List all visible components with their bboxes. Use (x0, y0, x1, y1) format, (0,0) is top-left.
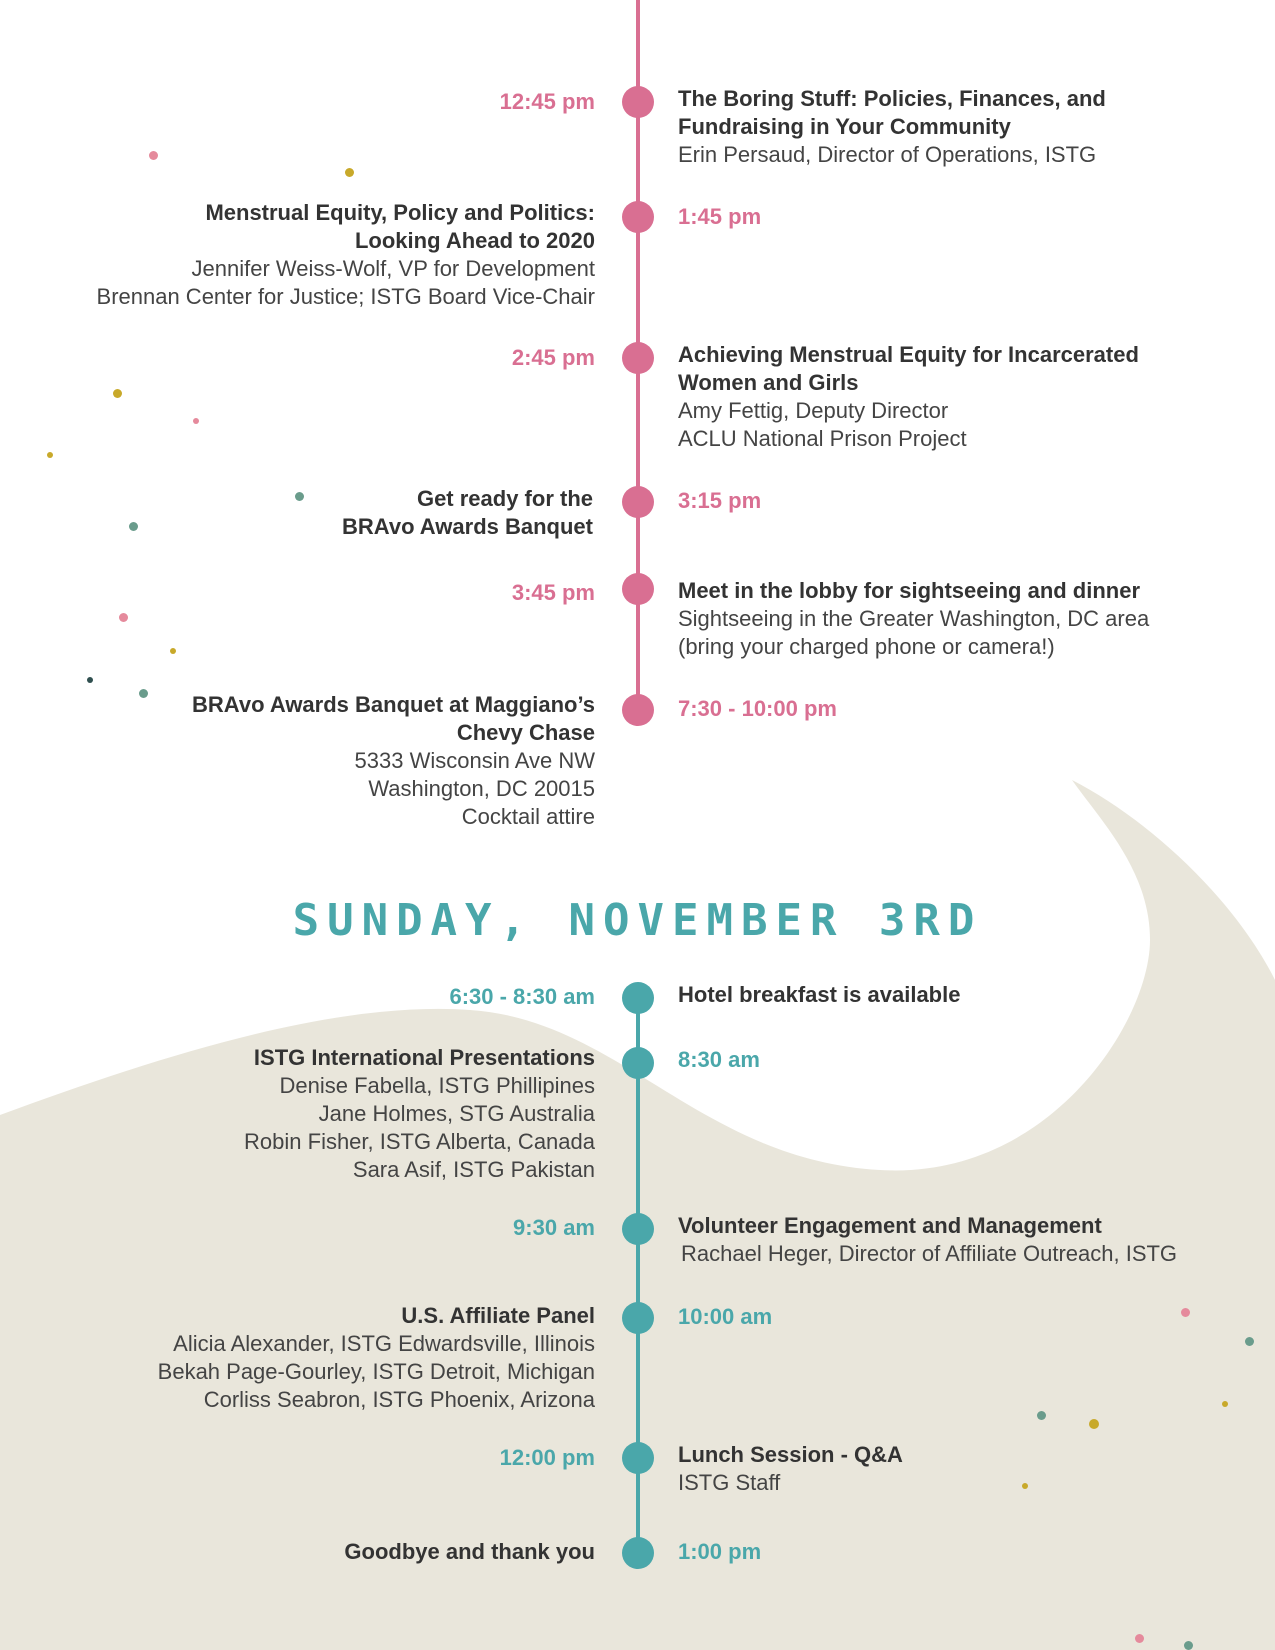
venue-address: 5333 Wisconsin Ave NW (354, 748, 595, 773)
session-time: 1:45 pm (678, 204, 762, 229)
session-time: 2:45 pm (511, 345, 595, 370)
session-speaker: Brennan Center for Justice; ISTG Board Vice-Chair (96, 284, 595, 309)
session-title: Hotel breakfast is available (678, 982, 961, 1007)
session-speaker: ISTG Staff (678, 1470, 781, 1495)
session-details (678, 577, 1149, 661)
session-title: Fundraising in Your Community (678, 114, 1011, 139)
session-speaker: Alicia Alexander, ISTG Edwardsville, Illinois (173, 1331, 595, 1356)
session-title: U.S. Affiliate Panel (401, 1303, 595, 1328)
timeline-dot (622, 486, 654, 518)
timeline-dot (622, 342, 654, 374)
session-title: BRAvo Awards Banquet (341, 514, 593, 539)
session-speaker: Rachael Heger, Director of Affiliate Outreach, ISTG (681, 1241, 1178, 1266)
timeline-dot (622, 86, 654, 118)
session-title: Looking Ahead to 2020 (354, 228, 595, 253)
session-title: Women and Girls (678, 370, 859, 395)
session-details (678, 1441, 903, 1497)
session-details (342, 485, 593, 541)
session-speaker: Bekah Page-Gourley, ISTG Detroit, Michigan (157, 1359, 595, 1384)
session-speaker: Denise Fabella, ISTG Phillipines (279, 1073, 595, 1098)
day-heading-sunday: SUNDAY, NOVEMBER 3RD (292, 895, 983, 946)
session-time: 3:15 pm (678, 488, 762, 513)
session-time: 12:00 pm (499, 1445, 595, 1470)
session-title: Volunteer Engagement and Management (678, 1213, 1102, 1238)
session-details (678, 981, 960, 1009)
session-details (678, 1212, 1177, 1268)
session-time: 8:30 am (678, 1047, 760, 1072)
timeline-dot (622, 1213, 654, 1245)
session-time: 1:00 pm (678, 1539, 762, 1564)
session-details (678, 85, 1106, 169)
session-details (244, 1044, 595, 1184)
session-speaker: Jane Holmes, STG Australia (318, 1101, 595, 1126)
timeline-dot (622, 1047, 654, 1079)
session-time: 10:00 am (678, 1304, 773, 1329)
session-title: Get ready for the (416, 486, 593, 511)
session-speaker: Erin Persaud, Director of Operations, ISTG (678, 142, 1097, 167)
dress-code: Cocktail attire (461, 804, 595, 829)
session-title: ISTG International Presentations (253, 1045, 595, 1070)
session-time: 6:30 - 8:30 am (449, 984, 595, 1009)
session-details (97, 199, 595, 311)
session-details (344, 1538, 595, 1566)
session-details (158, 1302, 595, 1414)
session-title: Achieving Menstrual Equity for Incarcerated (678, 342, 1139, 367)
session-speaker: ACLU National Prison Project (678, 426, 967, 451)
session-title: Menstrual Equity, Policy and Politics: (205, 200, 595, 225)
session-details (192, 691, 595, 831)
session-speaker: (bring your charged phone or camera!) (678, 634, 1055, 659)
session-title: The Boring Stuff: Policies, Finances, and (678, 86, 1106, 111)
session-speaker: Sightseeing in the Greater Washington, DC area (678, 606, 1150, 631)
session-speaker: Corliss Seabron, ISTG Phoenix, Arizona (203, 1387, 595, 1412)
session-title: Goodbye and thank you (344, 1539, 595, 1564)
timeline-dot (622, 201, 654, 233)
session-speaker: Robin Fisher, ISTG Alberta, Canada (244, 1129, 595, 1154)
session-title: Meet in the lobby for sightseeing and dinner (678, 578, 1141, 603)
timeline-dot (622, 1302, 654, 1334)
session-details (678, 341, 1139, 453)
session-title: Chevy Chase (456, 720, 595, 745)
venue-address: Washington, DC 20015 (368, 776, 595, 801)
session-time: 3:45 pm (511, 580, 595, 605)
session-speaker: Jennifer Weiss-Wolf, VP for Development (191, 256, 595, 281)
session-time: 7:30 - 10:00 pm (678, 696, 837, 721)
session-time: 9:30 am (513, 1215, 595, 1240)
session-speaker: Sara Asif, ISTG Pakistan (352, 1157, 595, 1182)
timeline-dot (622, 573, 654, 605)
session-speaker: Amy Fettig, Deputy Director (678, 398, 949, 423)
timeline-dot (622, 694, 654, 726)
session-title: Lunch Session - Q&A (678, 1442, 903, 1467)
timeline-dot (622, 1442, 654, 1474)
session-title: BRAvo Awards Banquet at Maggiano’s (192, 692, 595, 717)
timeline-dot (622, 982, 654, 1014)
timeline-dot (622, 1537, 654, 1569)
session-time: 12:45 pm (499, 89, 595, 114)
